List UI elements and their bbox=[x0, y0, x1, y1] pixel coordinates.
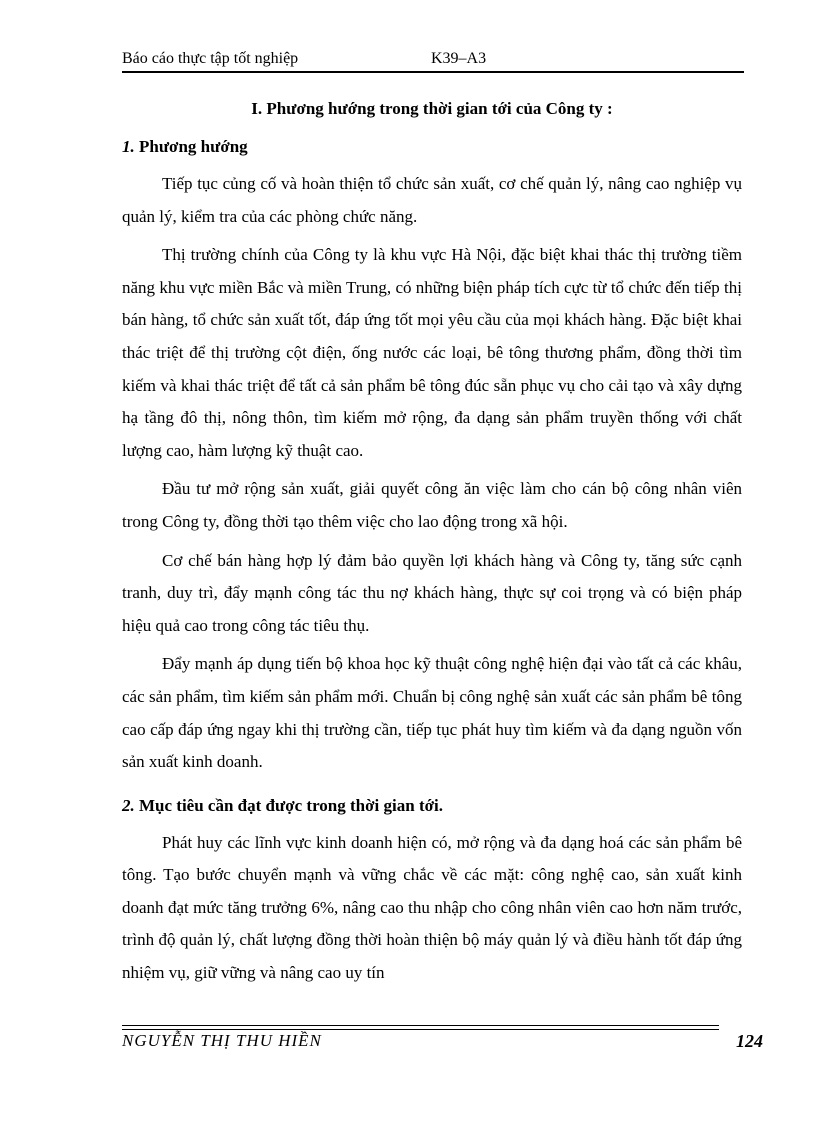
section-title: I. Phương hướng trong thời gian tới của Công ty : bbox=[251, 99, 613, 118]
subsection-2-title bbox=[122, 789, 742, 823]
subsection-2-number: 2. bbox=[122, 795, 135, 815]
main-content bbox=[122, 93, 742, 996]
paragraph-3: Đầu tư mở rộng sản xuất, giải quyết công ăn việc làm cho cán bộ công nhân viên trong Công ty, đồng thời tạo thêm việc cho lao động trong xã hội. bbox=[122, 479, 742, 531]
header-rule bbox=[122, 71, 744, 73]
subsection-1-label: Phương hướng bbox=[139, 137, 248, 156]
paragraph-2: Thị trường chính của Công ty là khu vực Hà Nội, đặc biệt khai thác thị trường tiềm năng khu vực miền Bắc và miền Trung, có những biện pháp tích cực từ tổ chức đến tiếp thị bán hàng, tổ chức sản xuất tốt, đáp ứng tốt mọi yêu cầu của mọi khách hàng. Đặc biệt khai thác triệt để thị trường cột điện, ống nước các loại, bê tông thương phẩm, đồng thời tìm kiếm và khai thác triệt để tất cả sản phẩm bê tông đúc sẵn phục vụ cho cải tạo và xây dựng hạ tầng đô thị, nông thôn, tìm kiếm mở rộng, đa dạng sản phẩm truyền thống với chất lượng cao, hàm lượng kỹ thuật cao. bbox=[122, 245, 742, 460]
paragraph-4: Cơ chế bán hàng hợp lý đảm bảo quyền lợi khách hàng và Công ty, tăng sức cạnh tranh, duy trì, đẩy mạnh công tác thu nợ khách hàng, thực sự coi trọng và có biện pháp hiệu quả cao trong công tác tiêu thụ. bbox=[122, 550, 742, 635]
footer-rule-top bbox=[122, 1025, 719, 1026]
paragraph-1: Tiếp tục củng cố và hoàn thiện tổ chức sản xuất, cơ chế quản lý, nâng cao nghiệp vụ quản lý, kiểm tra của các phòng chức năng. bbox=[122, 174, 742, 226]
paragraph-6: Phát huy các lĩnh vực kinh doanh hiện có, mở rộng và đa dạng hoá các sản phẩm bê tông. Tạo bước chuyển mạnh và vững chắc về các mặt: công nghệ cao, sản xuất kinh doanh đạt mức tăng trưởng 6%, nâng cao thu nhập cho công nhân viên cao hơn năm trước, trình độ quản lý, chất lượng đồng thời hoàn thiện bộ máy quản lý và điều hành tốt đáp ứng nhiệm vụ, giữ vững và nâng cao uy tín bbox=[122, 832, 742, 983]
page-number: 124 bbox=[736, 1031, 763, 1051]
header-report-title: Báo cáo thực tập tốt nghiệp bbox=[122, 50, 299, 67]
footer-rule-bottom bbox=[122, 1029, 719, 1030]
paragraph-5: Đẩy mạnh áp dụng tiến bộ khoa học kỹ thuật công nghệ hiện đại vào tất cả các khâu, các sản phẩm, tìm kiếm sản phẩm mới. Chuẩn bị công nghệ sản xuất các sản phẩm bê tông cao cấp đáp ứng ngay khi thị trường cần, tiếp tục phát huy tìm kiếm và đa dạng nguồn vốn sản xuất kinh doanh. bbox=[122, 654, 742, 772]
page-header bbox=[122, 50, 744, 72]
footer-author: NGUYỄN THỊ THU HIỀN bbox=[122, 1031, 322, 1050]
subsection-2-label: Mục tiêu cần đạt được trong thời gian tới. bbox=[139, 795, 443, 815]
subsection-1-title bbox=[122, 130, 742, 164]
subsection-1-number: 1. bbox=[122, 137, 135, 156]
header-class-code: K39–A3 bbox=[431, 50, 487, 67]
